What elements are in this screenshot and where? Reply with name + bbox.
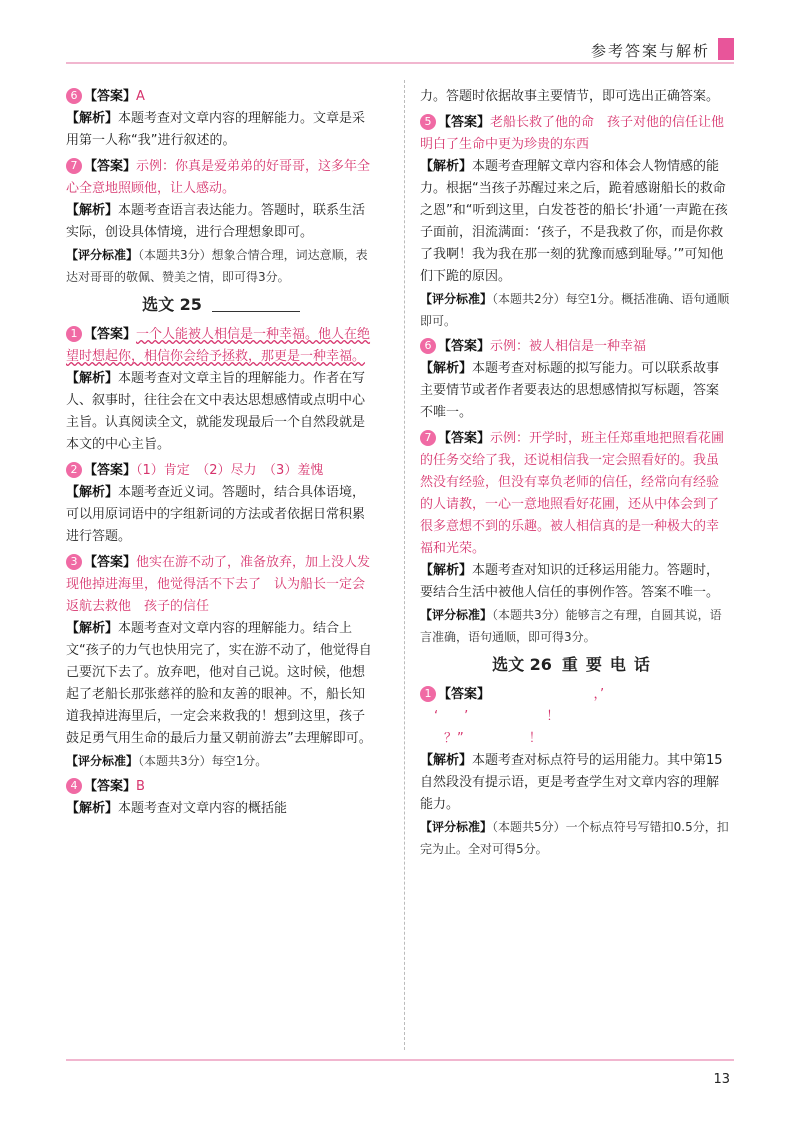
standard-tag: 【评分标准】 [420, 292, 493, 306]
analysis-continued: 力。答题时依据故事主要情节，即可选出正确答案。 [420, 89, 720, 104]
question-number: 1 [66, 326, 82, 342]
question-6 [66, 86, 376, 152]
analysis-text: 本题考查对文章内容的理解能力。文章是采用第一人称“我”进行叙述的。 [66, 111, 366, 148]
question-7 [420, 428, 730, 648]
standard-text: （本题共5分）一个标点符号写错扣0.5分，扣完为止。全对可得5分。 [420, 820, 729, 856]
analysis-tag: 【解析】 [420, 361, 473, 376]
question-4 [66, 776, 376, 820]
answer-text: （1）肯定 （2）尽力 （3）羞愧 [136, 463, 324, 478]
question-number: 6 [66, 88, 82, 104]
question-number: 5 [420, 114, 436, 130]
section-title-25 [66, 294, 376, 316]
answer-tag: 【答案】 [438, 431, 491, 446]
page-number: 13 [713, 1072, 730, 1087]
standard-text: （本题共3分）能够言之有理，自圆其说，语言准确，语句通顺，即可得3分。 [420, 608, 722, 644]
analysis-tag: 【解析】 [66, 203, 119, 218]
answer-tag: 【答案】 [84, 89, 137, 104]
question-5 [420, 112, 730, 332]
column-divider [404, 80, 405, 1050]
answer-tag: 【答案】 [438, 339, 491, 354]
analysis-text: 本题考查对标题的拟写能力。可以联系故事主要情节或者作者要表达的思想感情拟写标题，答案不唯一。 [420, 361, 720, 420]
answer-text: 示例：你真是爱弟弟的好哥哥，这多年全心全意地照顾他，让人感动。 [66, 159, 371, 196]
question-2 [66, 460, 376, 548]
section-title-text: 选文 26 [492, 655, 552, 674]
answer-tag: 【答案】 [438, 687, 484, 702]
answer-tag: 【答案】 [84, 159, 137, 174]
analysis-tag: 【解析】 [66, 371, 119, 386]
question-number: 6 [420, 338, 436, 354]
analysis-text: 本题考查近义词。答题时，结合具体语境，可以用原词语中的字组新词的方法或者依据日常积累进行答题。 [66, 485, 366, 544]
question-number: 3 [66, 554, 82, 570]
left-column [66, 86, 376, 824]
question-4-continued [420, 86, 730, 108]
analysis-tag: 【解析】 [66, 111, 119, 126]
standard-tag: 【评分标准】 [66, 248, 139, 262]
right-column [420, 86, 730, 864]
analysis-tag: 【解析】 [66, 621, 119, 636]
question-number: 7 [66, 158, 82, 174]
question-3 [66, 552, 376, 772]
analysis-text: 本题考查对文章内容的概括能 [118, 801, 288, 816]
question-1 [420, 684, 730, 860]
analysis-tag: 【解析】 [66, 801, 119, 816]
answer-text: 他实在游不动了，准备放弃，加上没人发现他掉进海里，他觉得活不下去了 认为船长一定会返航去救他 孩子的信任 [66, 555, 371, 614]
punctuation-marks-1: ，’ [593, 687, 605, 702]
answer-text: 一个人能被人相信是一种幸福。他人在绝望时想起你，相信你会给予拯救，那更是一种幸福。 [66, 327, 371, 364]
standard-tag: 【评分标准】 [66, 754, 139, 768]
question-1 [66, 324, 376, 456]
question-number: 1 [420, 686, 436, 702]
answer-text: B [136, 779, 145, 794]
analysis-text: 本题考查对标点符号的运用能力。其中第15自然段没有提示语，更是考查学生对文章内容的理解能力。 [420, 753, 723, 812]
section-subtitle: 重要电话 [561, 655, 658, 674]
answer-text: 老船长救了他的命 孩子对他的信任让他明白了生命中更为珍贵的东西 [420, 115, 725, 152]
question-number: 2 [66, 462, 82, 478]
question-number: 4 [66, 778, 82, 794]
question-6 [420, 336, 730, 424]
standard-text: （本题共3分）想象合情合理，词达意顺，表达对哥哥的敬佩、赞美之情，即可得3分。 [66, 248, 368, 284]
analysis-tag: 【解析】 [66, 485, 119, 500]
header-divider [66, 62, 734, 64]
analysis-tag: 【解析】 [420, 563, 473, 578]
answer-text: 示例：被人相信是一种幸福 [490, 339, 647, 354]
analysis-text: 本题考查对文章主旨的理解能力。作者在写人、叙事时，往往会在文中表达思想感情或点明中心主旨。认真阅读全文，就能发现最后一个自然段就是本文的中心主旨。 [66, 371, 366, 452]
question-number: 7 [420, 430, 436, 446]
answer-tag: 【答案】 [84, 779, 137, 794]
header-title: 参考答案与解析 [590, 42, 710, 60]
standard-text: （本题共2分）每空1分。概括准确、语句通顺即可。 [420, 292, 730, 328]
analysis-text: 本题考查对文章内容的理解能力。结合上文“孩子的力气也快用完了，实在游不动了，他觉得自己要沉下去了。放弃吧，他对自己说。这时候，他想起了老船长那张慈祥的脸和友善的眼神。不，船长知道我掉进海里后，一定会来救我的！想到这里，孩子鼓足勇气用生命的最后力量又朝前游去”去理解即可。 [66, 621, 372, 746]
answer-text: A [136, 89, 145, 104]
analysis-text: 本题考查语言表达能力。答题时，联系生活实际，创设具体情境，进行合理想象即可。 [66, 203, 366, 240]
title-blank [212, 311, 300, 312]
punctuation-marks-2: ‘ ’ ！ [434, 709, 560, 724]
section-title-text: 选文 25 [142, 295, 202, 314]
standard-tag: 【评分标准】 [420, 608, 493, 622]
analysis-tag: 【解析】 [420, 753, 473, 768]
footer-divider [66, 1059, 734, 1061]
header-accent-bar [718, 38, 734, 60]
analysis-text: 本题考查对知识的迁移运用能力。答题时，要结合生活中被他人信任的事例作答。答案不唯一。 [420, 563, 720, 600]
section-title-26 [420, 654, 730, 676]
question-7 [66, 156, 376, 288]
answer-tag: 【答案】 [84, 327, 137, 342]
answer-text: 示例：开学时，班主任郑重地把照看花圃的任务交给了我，还说相信我一定会照看好的。我虽然没有经验，但没有辜负老师的信任，经常向有经验的人请教，一心一意地照看好花圃，还从中体会到了很多意想不到的乐趣。被人相信真的是一种极大的幸福和光荣。 [420, 431, 725, 556]
standard-tag: 【评分标准】 [420, 820, 493, 834]
answer-tag: 【答案】 [84, 555, 137, 570]
answer-tag: 【答案】 [438, 115, 491, 130]
standard-text: （本题共3分）每空1分。 [138, 754, 268, 768]
analysis-tag: 【解析】 [420, 159, 473, 174]
analysis-text: 本题考查理解文章内容和体会人物情感的能力。根据“当孩子苏醒过来之后，跪着感谢船长的救命之恩”和“听到这里，白发苍苍的船长‘扑通’一声跪在孩子面前，泪流满面：‘孩子，不是我救了你，而是你救了我啊！我为我在那一刻的犹豫而感到耻辱。’”可知他们下跪的原因。 [420, 159, 728, 284]
punctuation-marks-3: ？” ！ [444, 731, 542, 746]
answer-tag: 【答案】 [84, 463, 137, 478]
